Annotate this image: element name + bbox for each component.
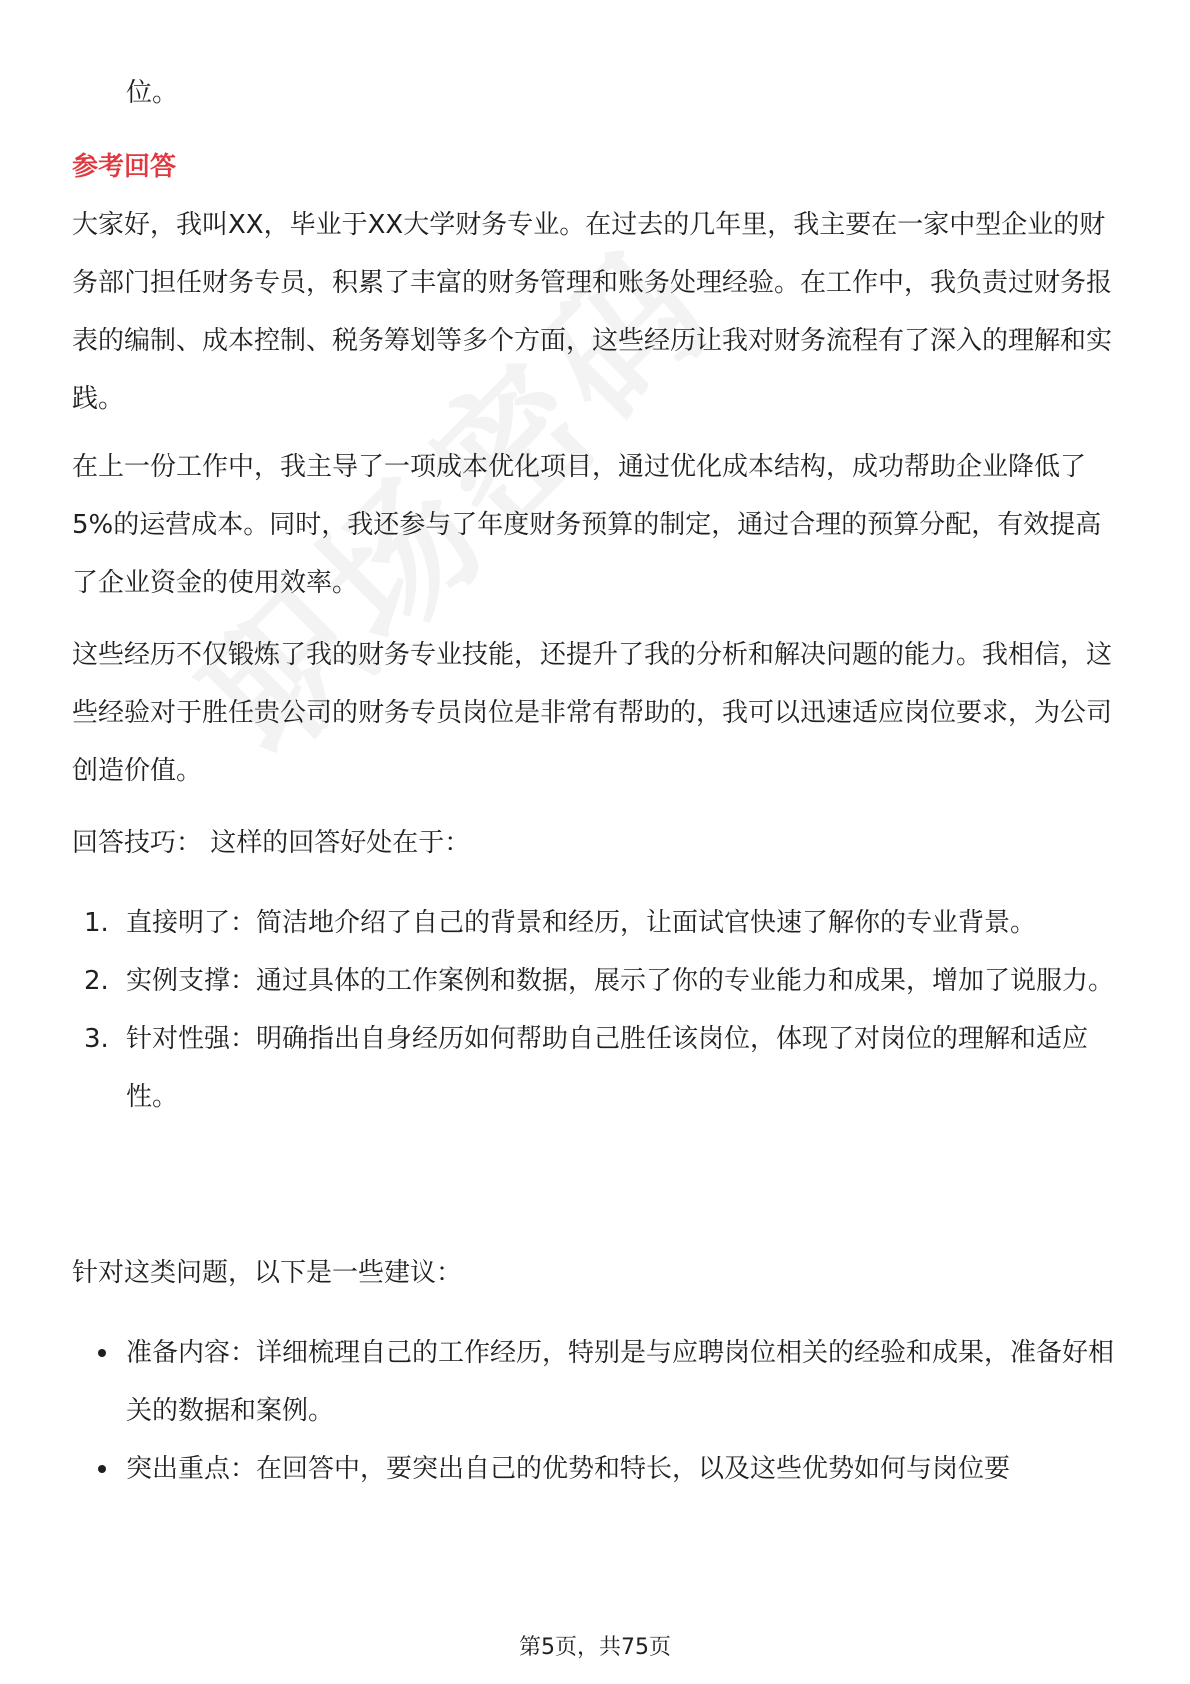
answer-paragraph-2: 在上一份工作中，我主导了一项成本优化项目，通过优化成本结构，成功帮助企业降低了5%的运营成本。同时，我还参与了年度财务预算的制定，通过合理的预算分配，有效提高了企业资金的使用效率。: [72, 452, 1102, 598]
list-number: 3.: [84, 1024, 109, 1054]
answer-paragraph-3: 这些经历不仅锻炼了我的财务专业技能，还提升了我的分析和解决问题的能力。我相信，这些经验对于胜任贵公司的财务专员岗位是非常有帮助的，我可以迅速适应岗位要求，为公司创造价值。: [72, 640, 1113, 786]
page-footer: 第5页，共75页: [519, 1635, 671, 1660]
list-item-text: 准备内容：详细梳理自己的工作经历，特别是与应聘岗位相关的经验和成果，准备好相关的数据和案例。: [126, 1338, 1115, 1426]
list-number: 2.: [84, 966, 109, 996]
list-item-text: 突出重点：在回答中，要突出自己的优势和特长，以及这些优势如何与岗位要: [126, 1454, 1011, 1484]
list-item: [72, 952, 1122, 1010]
tips-heading: 回答技巧： 这样的回答好处在于：: [72, 828, 471, 858]
bullet-icon: [98, 1349, 106, 1357]
advice-list: [72, 1324, 1122, 1498]
list-item-text: 直接明了：简洁地介绍了自己的背景和经历，让面试官快速了解你的专业背景。: [126, 908, 1037, 938]
list-item-text: 实例支撑：通过具体的工作案例和数据，展示了你的专业能力和成果，增加了说服力。: [126, 966, 1115, 996]
tips-list: [72, 894, 1122, 1126]
list-number: 1.: [84, 908, 109, 938]
advice-heading: 针对这类问题，以下是一些建议：: [72, 1258, 463, 1288]
list-item-text: 针对性强：明确指出自身经历如何帮助自己胜任该岗位，体现了对岗位的理解和适应性。: [126, 1024, 1089, 1112]
answer-paragraph-1: 大家好，我叫XX，毕业于XX大学财务专业。在过去的几年里，我主要在一家中型企业的财务部门担任财务专员，积累了丰富的财务管理和账务处理经验。在工作中，我负责过财务报表的编制、成本控制、税务筹划等多个方面，这些经历让我对财务流程有了深入的理解和实践。: [72, 210, 1113, 414]
list-item: [72, 894, 1122, 952]
bullet-icon: [98, 1465, 106, 1473]
reference-answer-title: 参考回答: [72, 152, 177, 182]
list-item: [72, 1010, 1122, 1126]
list-item: [72, 1440, 1122, 1498]
list-item: [72, 1324, 1122, 1440]
continued-text: 位。: [126, 78, 179, 108]
